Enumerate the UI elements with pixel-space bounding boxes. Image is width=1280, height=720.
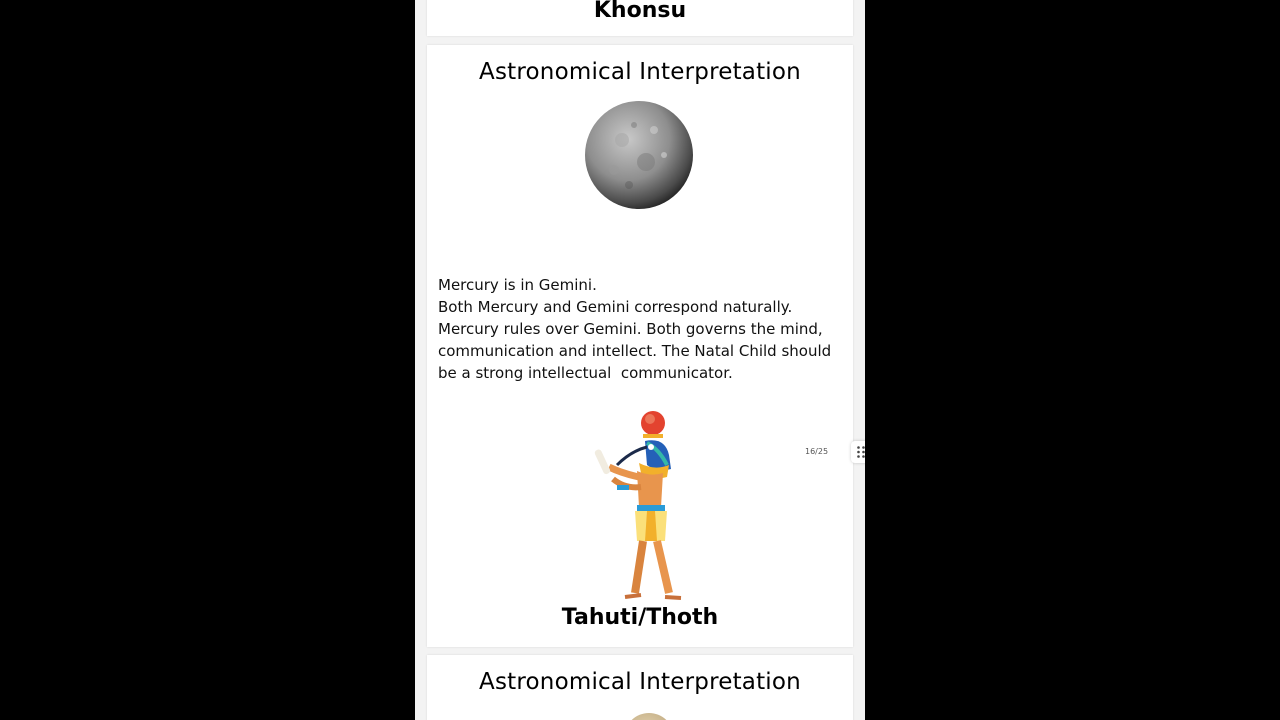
text-line: Mercury is in Gemini.	[438, 276, 597, 294]
page-grid-handle[interactable]	[851, 441, 865, 463]
thoth-ibis-deity-image	[587, 407, 697, 607]
deity-name-khonsu: Khonsu	[593, 0, 687, 23]
section-title-next: Astronomical Interpretation	[479, 669, 801, 695]
text-line: communication and intellect. The Natal Child should	[438, 342, 832, 360]
text-line: Mercury rules over Gemini. Both governs the mind,	[438, 320, 823, 338]
page-card-current	[427, 45, 853, 647]
page-card-previous	[427, 0, 853, 36]
page-card-next	[427, 655, 853, 720]
deity-name-thoth: Tahuti/Thoth	[561, 605, 719, 630]
document-viewer[interactable]	[415, 0, 865, 720]
interpretation-text	[438, 274, 848, 384]
text-line: Both Mercury and Gemini correspond naturally.	[438, 298, 793, 316]
page-counter: 16/25	[805, 447, 829, 456]
grid-dots-icon	[856, 445, 865, 459]
section-title: Astronomical Interpretation	[479, 59, 801, 85]
mercury-planet-image	[584, 100, 694, 210]
planet-image-partial	[624, 713, 674, 720]
text-line: be a strong intellectual communicator.	[438, 364, 733, 382]
